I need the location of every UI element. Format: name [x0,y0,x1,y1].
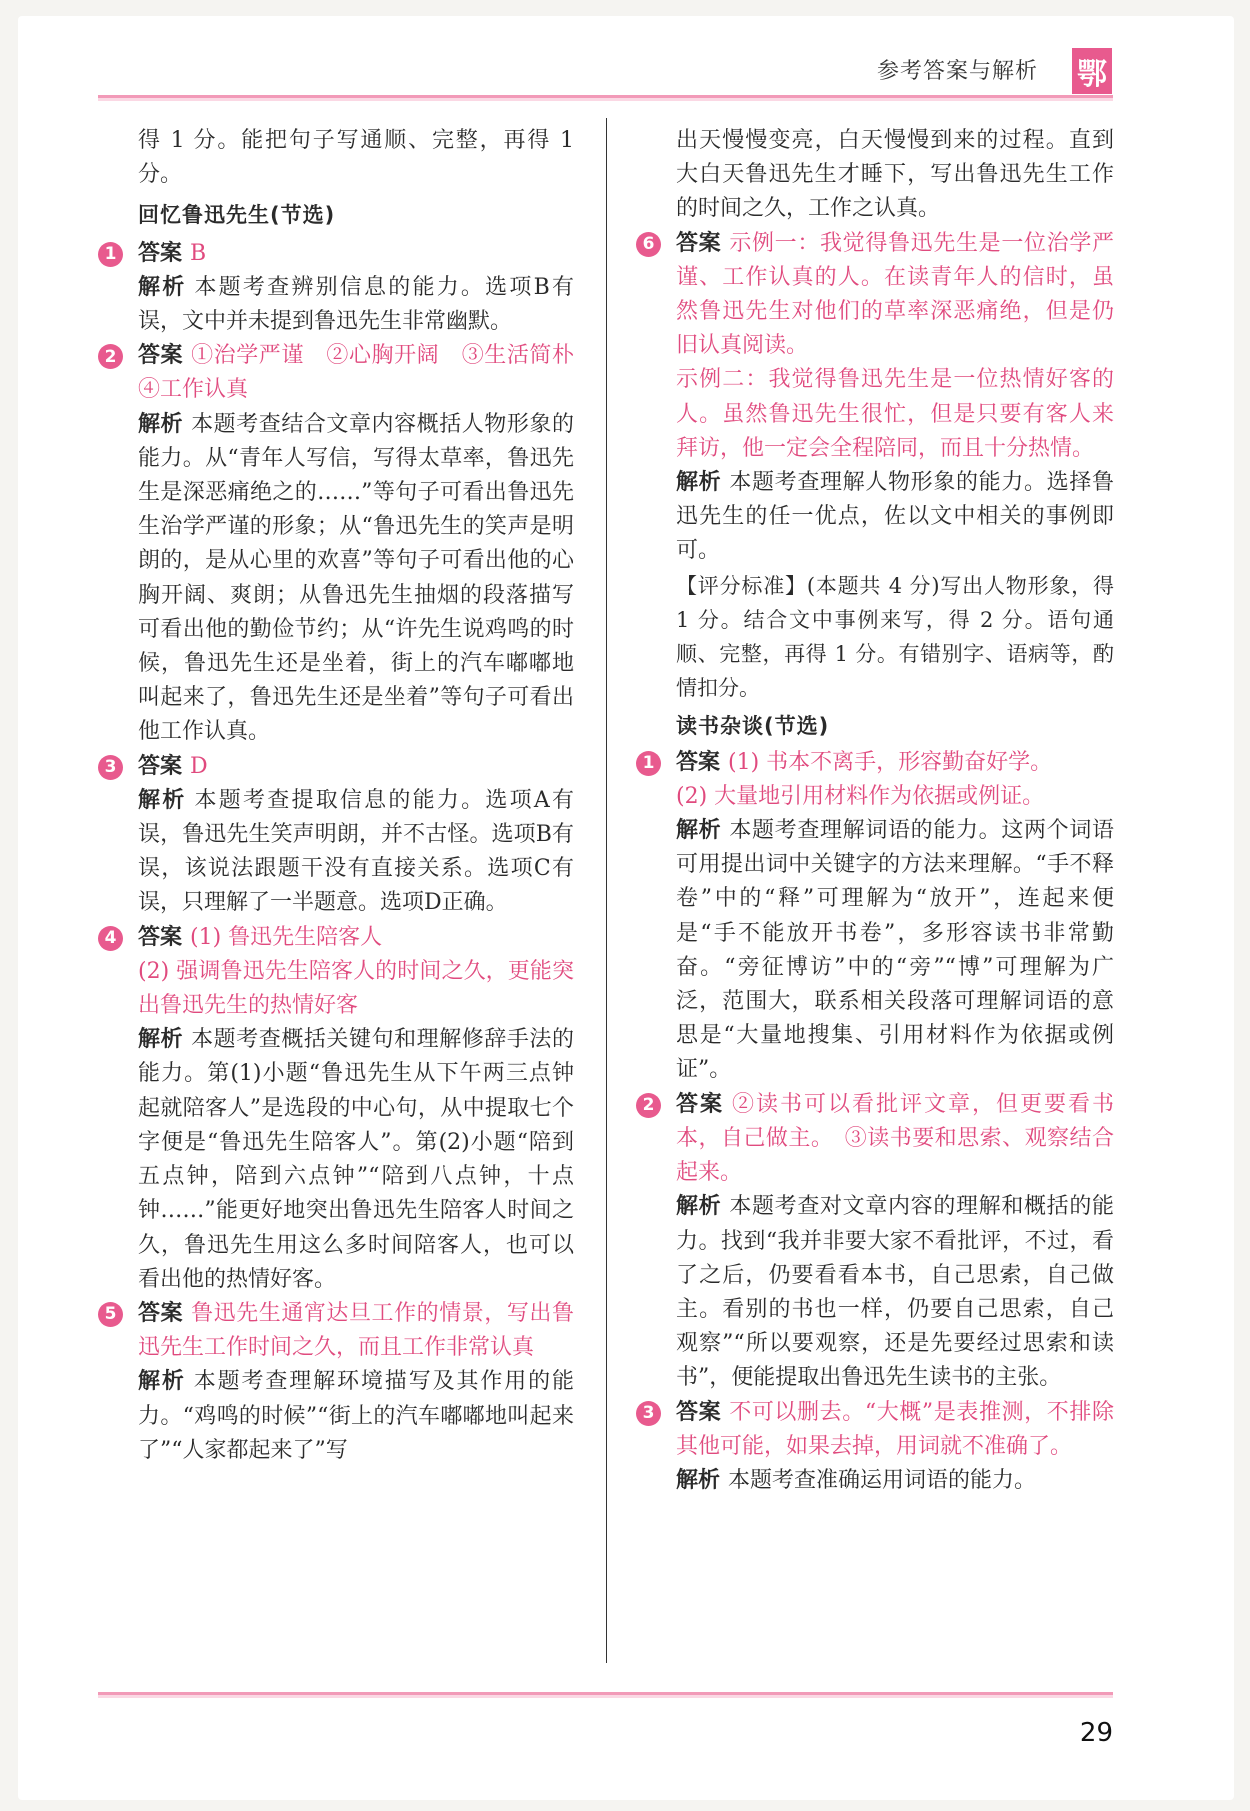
item-number-badge: 6 [636,232,661,257]
answer-item-4 [104,921,574,1297]
answer-text: B [190,240,207,266]
answer-item-2 [104,339,596,749]
analysis-text: 本题考查理解人物形象的能力。选择鲁迅先生的任一优点，佐以文中相关的事例即可。 [676,470,1114,564]
analysis-text: 本题考查提取信息的能力。选项A有误，鲁迅先生笑声明朗，并不古怪。选项B有误，该说法跟题干没有直接关系。选项C有误，只理解了一半题意。选项D正确。 [138,787,574,916]
page-number: 29 [1079,1718,1113,1748]
analysis-text: 本题考查概括关键句和理解修辞手法的能力。第(1)小题“鲁迅先生从下午两三点钟起就陪客人”是选段的中心句，从中提取七个字便是“鲁迅先生陪客人”。第(2)小题“陪到五点钟，陪到六点钟”“陪到八点钟，十点钟……”能更好地突出鲁迅先生陪客人时间之久，鲁迅先生用这么多时间陪客人，也可以看出他的热情好客。 [138,1027,574,1292]
item-number-badge: 2 [98,344,123,369]
header-title: 参考答案与解析 [876,59,1038,84]
item-number-badge: 1 [98,242,123,267]
left-intro-text: 得 1 分。能把句子写通顺、完整，再得 1 分。 [138,128,574,188]
analysis-label: 解析 [676,470,722,496]
answer-text: 不可以删去。“大概”是表推测，不排除其他可能，如果去掉，用词就不准确了。 [676,1399,1114,1459]
answer-item-1 [104,237,574,340]
answer-text: (1) 书本不离手，形容勤奋好学。 [728,749,1053,775]
analysis-text: 本题考查准确运用词语的能力。 [728,1467,1037,1493]
answer-label: 答案 [138,1300,184,1326]
answer-label: 答案 [676,230,722,256]
answer-text: D [190,753,208,779]
item-number-badge: 3 [98,755,123,780]
answer-label: 答案 [676,1399,722,1425]
answer-item-r3 [642,1396,1114,1499]
analysis-label: 解析 [676,1194,722,1220]
header-badge: 鄂 [1072,48,1112,94]
column-divider [606,118,607,1663]
scoring-standard: 【评分标准】(本题共 4 分)写出人物形象，得 1 分。结合文中事例来写，得 2 分。语句通顺、完整，再得 1 分。有错别字、语病等，酌情扣分。 [676,573,1114,701]
analysis-label: 解析 [676,818,722,844]
answer-text: ②读书可以看批评文章，但更要看书本，自己做主。 ③读书要和思索、观察结合起来。 [676,1091,1114,1186]
answer-text: (1) 鲁迅先生陪客人 [190,924,383,950]
analysis-text: 本题考查对文章内容的理解和概括的能力。找到“我并非要大家不看批评，不过，看了之后，仍要看看本书，自己思索，自己做主。看别的书也一样，仍要自己思索，自己观察”“所以要观察，还是先要经过思索和读书”，便能提取出鲁迅先生读书的主张。 [676,1194,1114,1391]
analysis-label: 解析 [138,274,187,300]
answer-text-2: (2) 大量地引用材料作为依据或例证。 [676,783,1045,809]
header-rule [98,95,1113,101]
analysis-text: 本题考查辨别信息的能力。选项B有误，文中并未提到鲁迅先生非常幽默。 [138,274,574,335]
section-title-left: 回忆鲁迅先生(节选) [138,203,336,228]
answer-text: ①治学严谨 ②心胸开阔 ③生活简朴 ④工作认真 [138,343,596,403]
answer-item-5 [104,1297,574,1468]
analysis-label: 解析 [138,787,187,813]
section-title-right: 读书杂谈(节选) [676,714,830,739]
analysis-text: 本题考查理解词语的能力。这两个词语可用提出词中关键字的方法来理解。“手不释卷”中的“释”可理解为“放开”，连起来便是“手不能放开书卷”，多形容读书非常勤奋。“旁征博访”中的“旁”“博”可理解为广泛，范围大，联系相关段落可理解词语的意思是“大量地搜集、引用材料作为依据或例证”。 [676,818,1114,1083]
right-intro-text: 出天慢慢变亮，白天慢慢到来的过程。直到大白天鲁迅先生才睡下，写出鲁迅先生工作的时间之久，工作之认真。 [676,128,1114,222]
answer-label: 答案 [138,240,183,266]
item-number-badge: 1 [636,751,661,776]
item-number-badge: 2 [636,1093,661,1118]
item-number-badge: 4 [98,926,123,951]
analysis-label: 解析 [138,411,184,437]
analysis-label: 解析 [676,1467,721,1493]
answer-label: 答案 [676,1091,724,1117]
analysis-label: 解析 [138,1369,186,1395]
left-column [104,124,596,1468]
item-number-badge: 5 [98,1302,123,1327]
answer-text-2: (2) 强调鲁迅先生陪客人的时间之久，更能突出鲁迅先生的热情好客 [138,958,574,1019]
answer-item-r2 [642,1088,1114,1396]
answer-label: 答案 [138,924,183,950]
footer-rule [98,1692,1113,1698]
analysis-label: 解析 [138,1027,184,1053]
right-column [642,124,1114,1498]
answer-item-6 [642,227,1114,706]
answer-item-3 [104,750,574,921]
answer-label: 答案 [138,343,184,369]
analysis-text: 本题考查结合文章内容概括人物形象的能力。从“青年人写信，写得太草率，鲁迅先生是深恶痛绝之的……”等句子可看出鲁迅先生治学严谨的形象；从“鲁迅先生的笑声是明朗的，是从心里的欢喜”等句子可看出他的心胸开阔、爽朗；从鲁迅先生抽烟的段落描写可看出他的勤俭节约；从“许先生说鸡鸣的时候，鲁迅先生还是坐着，街上的汽车嘟嘟地叫起来了，鲁迅先生还是坐着”等句子可看出他工作认真。 [138,411,574,745]
answer-text: 鲁迅先生通宵达旦工作的情景，写出鲁迅先生工作时间之久，而且工作非常认真 [138,1300,574,1361]
answer-text-2: 示例二：我觉得鲁迅先生是一位热情好客的人。虽然鲁迅先生很忙，但是只要有客人来拜访，他一定会全程陪同，而且十分热情。 [676,367,1114,461]
answer-text: 示例一：我觉得鲁迅先生是一位治学严谨、工作认真的人。在读青年人的信时，虽然鲁迅先生对他们的草率深恶痛绝，但是仍旧认真阅读。 [676,230,1114,359]
analysis-text: 本题考查理解环境描写及其作用的能力。“鸡鸣的时候”“街上的汽车嘟嘟地叫起来了”“人家都起来了”写 [138,1369,574,1463]
answer-label: 答案 [138,753,183,779]
item-number-badge: 3 [636,1401,661,1426]
answer-item-r1 [642,746,1114,1088]
answer-label: 答案 [676,749,721,775]
